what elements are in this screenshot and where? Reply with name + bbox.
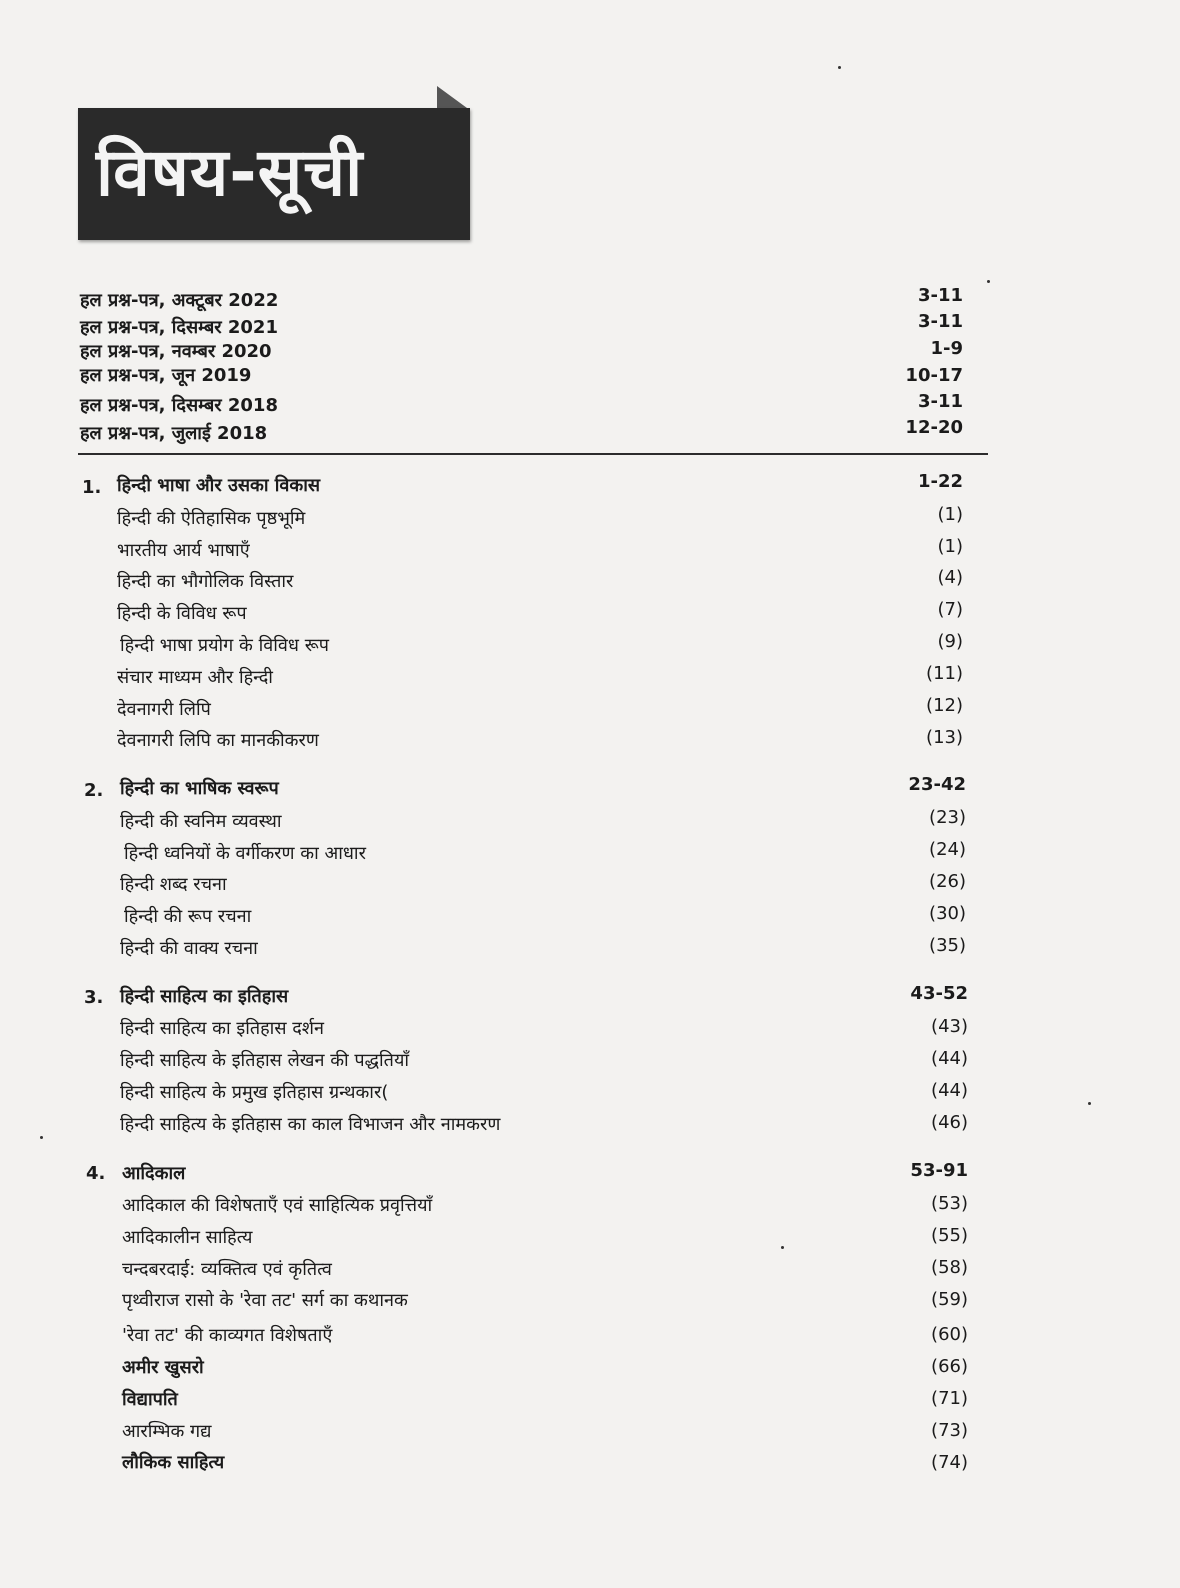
- topic-page: (74): [931, 1452, 968, 1473]
- paper-label: हल प्रश्न-पत्र, नवम्बर 2020: [80, 341, 272, 362]
- paper-label: हल प्रश्न-पत्र, दिसम्बर 2018: [80, 395, 278, 416]
- topic-page: (11): [926, 663, 963, 684]
- paper-pages: 3-11: [917, 285, 963, 306]
- topic-label: संचार माध्यम और हिन्दी: [117, 667, 273, 688]
- scan-speck: [40, 1136, 43, 1139]
- topic-label: आरम्भिक गद्य: [122, 1421, 212, 1442]
- topic-label: हिन्दी भाषा प्रयोग के विविध रूप: [120, 635, 329, 656]
- paper-pages: 3-11: [917, 311, 963, 332]
- topic-label: हिन्दी साहित्य के इतिहास लेखन की पद्धतियाँ: [120, 1050, 410, 1071]
- page-title: विषय-सूची: [96, 134, 364, 211]
- topic-page: (53): [931, 1193, 968, 1214]
- topic-page: (1): [937, 504, 963, 525]
- paper-pages: 1-9: [930, 338, 963, 359]
- topic-page: (66): [931, 1356, 968, 1377]
- topic-label: अमीर खुसरो: [122, 1357, 204, 1378]
- topic-label: हिन्दी शब्द रचना: [120, 874, 227, 895]
- topic-label: हिन्दी ध्वनियों के वर्गीकरण का आधार: [124, 843, 366, 864]
- topic-label: हिन्दी की रूप रचना: [124, 906, 252, 927]
- topic-page: (35): [929, 935, 966, 956]
- paper-label: हल प्रश्न-पत्र, अक्टूबर 2022: [80, 290, 279, 311]
- scan-speck: [838, 66, 841, 69]
- topic-label: हिन्दी साहित्य के प्रमुख इतिहास ग्रन्थकार(: [120, 1082, 389, 1103]
- topic-page: (7): [937, 599, 963, 620]
- topic-page: (73): [931, 1420, 968, 1441]
- chapter-title: आदिकाल: [122, 1163, 186, 1184]
- chapter-title: हिन्दी साहित्य का इतिहास: [120, 986, 289, 1007]
- topic-page: (24): [929, 839, 966, 860]
- topic-page: (59): [931, 1289, 968, 1310]
- chapter-title: हिन्दी भाषा और उसका विकास: [117, 475, 321, 496]
- scan-speck: [1088, 1102, 1091, 1105]
- paper-label: हल प्रश्न-पत्र, दिसम्बर 2021: [80, 317, 278, 338]
- scan-speck: [987, 280, 990, 283]
- topic-page: (46): [931, 1112, 968, 1133]
- topic-page: (13): [926, 727, 963, 748]
- topic-label: देवनागरी लिपि का मानकीकरण: [117, 730, 319, 751]
- topic-label: हिन्दी की वाक्य रचना: [120, 938, 258, 959]
- chapter-number: 1.: [82, 477, 102, 498]
- chapter-number: 4.: [86, 1163, 106, 1184]
- topic-page: (12): [926, 695, 963, 716]
- topic-label: हिन्दी साहित्य का इतिहास दर्शन: [120, 1018, 325, 1039]
- topic-label: आदिकालीन साहित्य: [122, 1227, 253, 1248]
- topic-label: हिन्दी के विविध रूप: [117, 603, 247, 624]
- topic-page: (9): [937, 631, 963, 652]
- topic-label: आदिकाल की विशेषताएँ एवं साहित्यिक प्रवृत्तियाँ: [122, 1195, 433, 1216]
- scan-speck: [781, 1246, 784, 1249]
- chapter-title: हिन्दी का भाषिक स्वरूप: [120, 778, 279, 799]
- topic-page: (44): [931, 1048, 968, 1069]
- topic-label: लौकिक साहित्य: [122, 1452, 225, 1473]
- chapter-pages: 23-42: [908, 774, 966, 795]
- paper-label: हल प्रश्न-पत्र, जून 2019: [80, 365, 252, 386]
- topic-label: देवनागरी लिपि: [117, 699, 211, 720]
- topic-label: पृथ्वीराज रासो के 'रेवा तट' सर्ग का कथानक: [122, 1290, 408, 1311]
- topic-label: हिन्दी की ऐतिहासिक पृष्ठभूमि: [117, 508, 306, 529]
- chapter-pages: 53-91: [910, 1160, 968, 1181]
- topic-label: चन्दबरदाई: व्यक्तित्व एवं कृतित्व: [122, 1259, 332, 1280]
- topic-page: (23): [929, 807, 966, 828]
- paper-label: हल प्रश्न-पत्र, जुलाई 2018: [80, 423, 268, 444]
- topic-page: (1): [937, 536, 963, 557]
- divider: [78, 453, 988, 455]
- chapter-number: 2.: [84, 780, 104, 801]
- topic-label: भारतीय आर्य भाषाएँ: [117, 540, 250, 561]
- chapter-number: 3.: [84, 987, 104, 1008]
- paper-pages: 12-20: [905, 417, 963, 438]
- topic-label: हिन्दी साहित्य के इतिहास का काल विभाजन और नामकरण: [120, 1114, 501, 1135]
- topic-page: (26): [929, 871, 966, 892]
- chapter-pages: 43-52: [910, 983, 968, 1004]
- topic-page: (44): [931, 1080, 968, 1101]
- topic-label: हिन्दी का भौगोलिक विस्तार: [117, 571, 294, 592]
- topic-page: (43): [931, 1016, 968, 1037]
- topic-page: (55): [931, 1225, 968, 1246]
- chapter-pages: 1-22: [917, 471, 963, 492]
- topic-label: विद्यापति: [122, 1389, 178, 1410]
- paper-pages: 10-17: [905, 365, 963, 386]
- topic-label: हिन्दी की स्वनिम व्यवस्था: [120, 811, 282, 832]
- paper-pages: 3-11: [917, 391, 963, 412]
- topic-label: 'रेवा तट' की काव्यगत विशेषताएँ: [122, 1325, 333, 1346]
- topic-page: (4): [937, 567, 963, 588]
- topic-page: (71): [931, 1388, 968, 1409]
- topic-page: (60): [931, 1324, 968, 1345]
- banner-fold: [437, 86, 467, 108]
- topic-page: (30): [929, 903, 966, 924]
- topic-page: (58): [931, 1257, 968, 1278]
